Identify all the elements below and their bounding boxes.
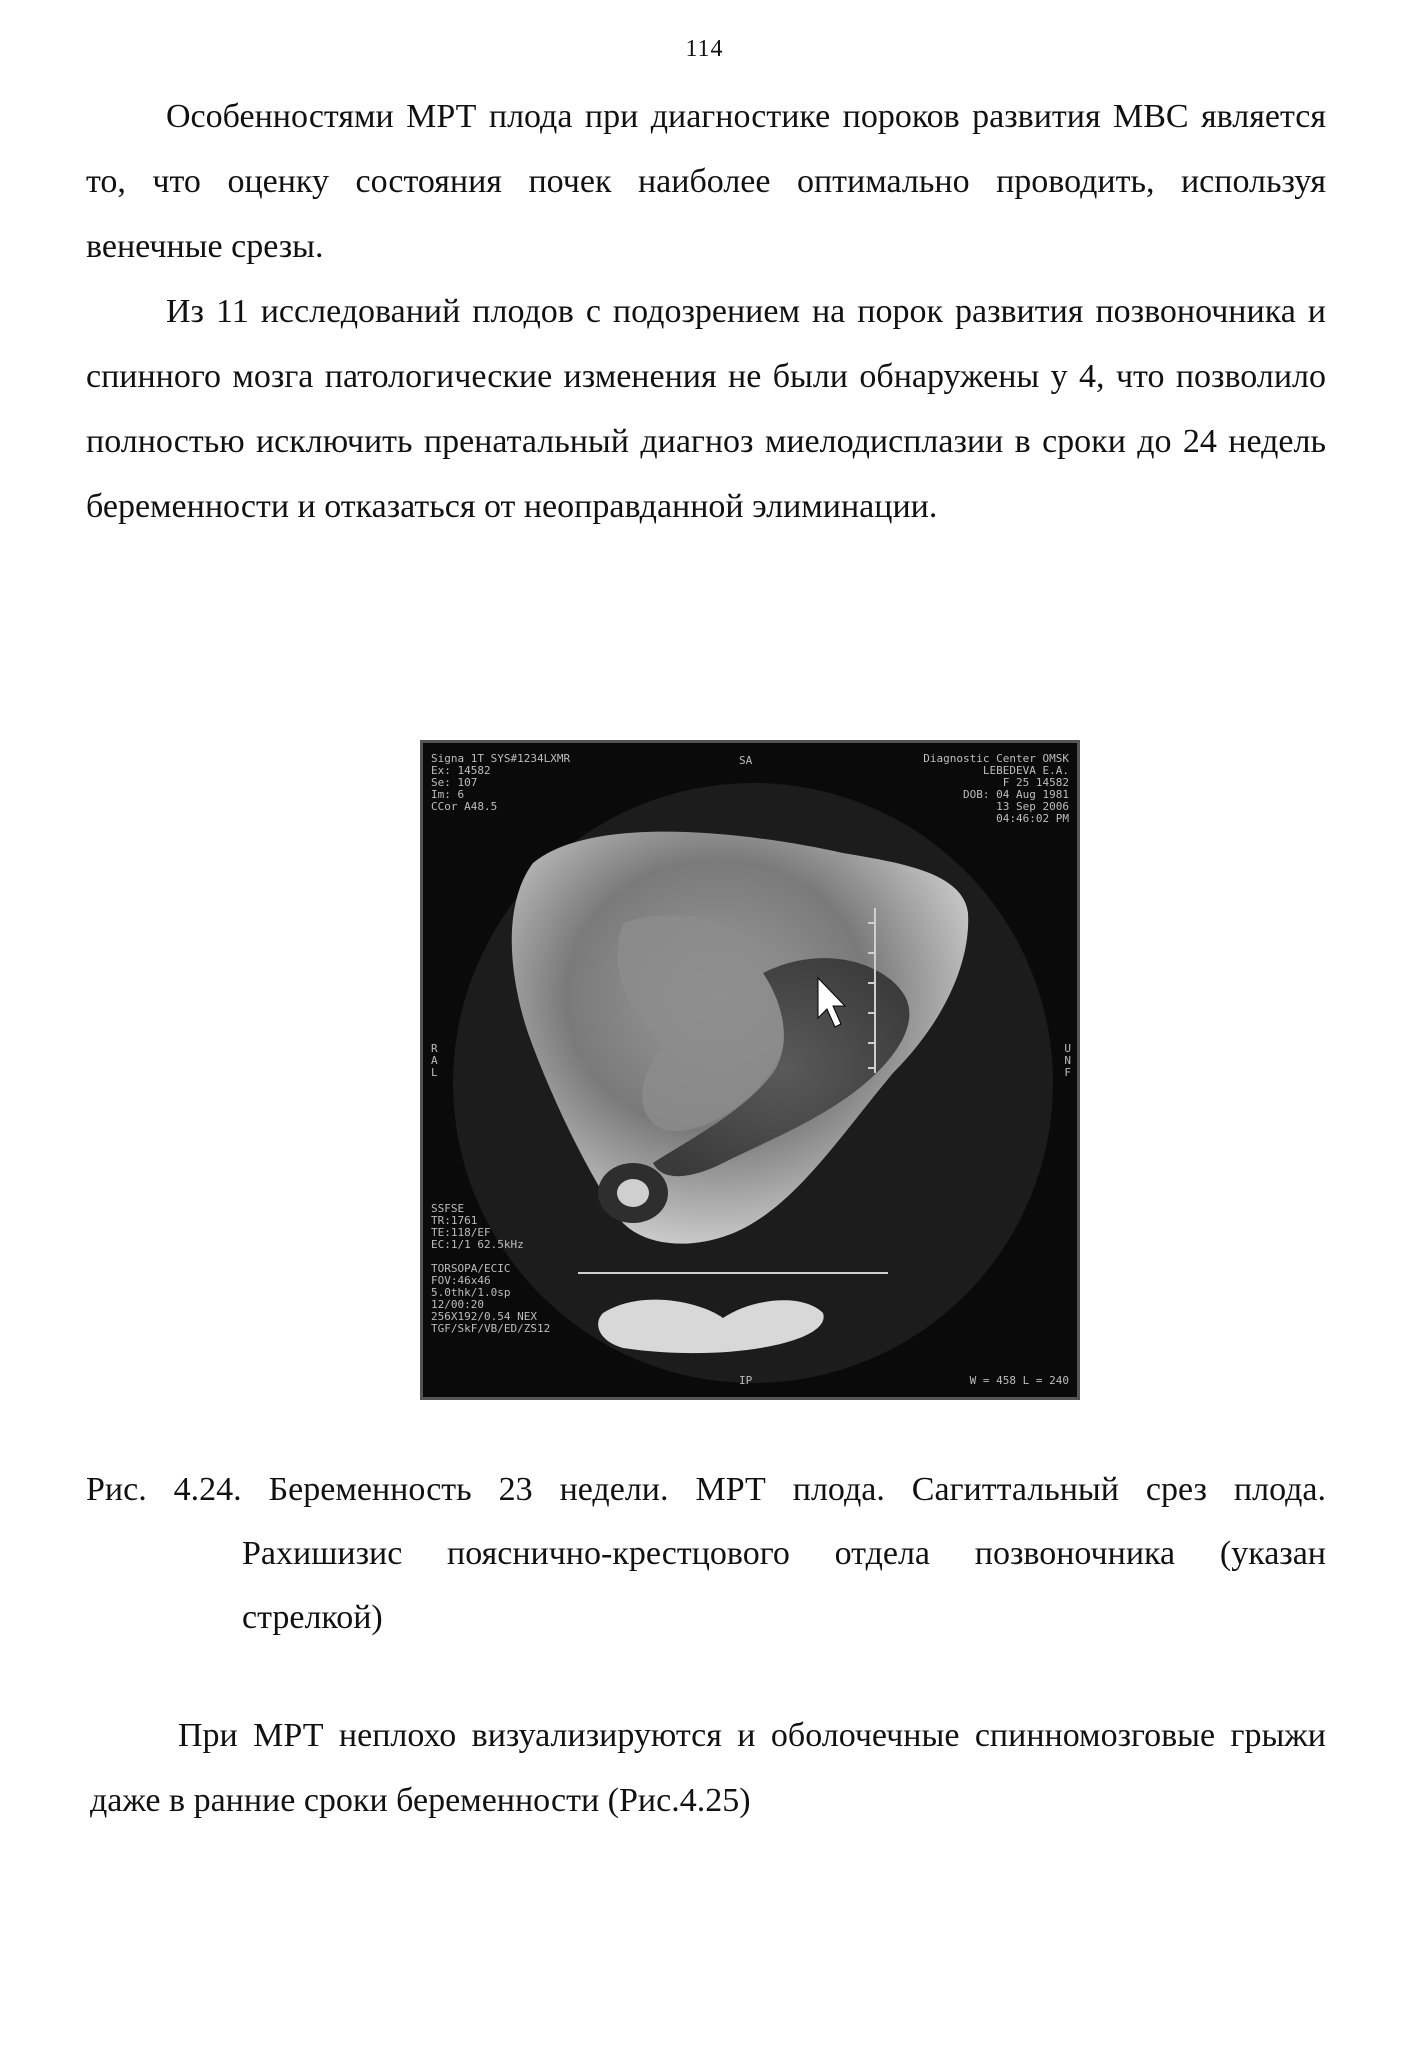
caption-title: Рис. 4.24. Беременность 23 недели. МРТ плода. Сагиттальный срез плода.	[86, 1471, 1326, 1508]
paragraph-meningocele: При МРТ неплохо визуализируются и оболочечные спинномозговые грыжи даже в ранние сроки беременности (Рис.4.25)	[90, 1717, 1326, 1819]
mri-overlay-left-orientation: R A L	[431, 1042, 438, 1079]
bright-spot	[617, 1179, 649, 1207]
mri-overlay-bottom-center: IP	[739, 1374, 753, 1387]
paragraph-study-results: Из 11 исследований плодов с подозрением на порок развития позвоночника и спинного мозга патологические изменения не были обнаружены у 4, что позволило полностью исключить пренатальный диагноз миелодисплазии в сроки до 24 недель беременности и отказаться от неоправданной элиминации.	[86, 293, 1326, 525]
mri-overlay-top-center: SA	[739, 754, 753, 767]
paragraph-intro: Особенностями МРТ плода при диагностике пороков развития МВС является то, что оценку состояния почек наиболее оптимально проводить, используя венечные срезы.	[86, 98, 1326, 265]
mri-overlay-bottom-right: W = 458 L = 240	[969, 1374, 1069, 1387]
figure-caption	[86, 1458, 1326, 1650]
mri-overlay-top-left: Signa 1T SYS#1234LXMR Ex: 14582 Se: 107 Im: 6 CCor A48.5	[431, 752, 571, 813]
mri-overlay-bottom-left: SSFSE TR:1761 TE:118/EF EC:1/1 62.5kHz TORSOPA/ECIC FOV:46x46 5.0thk/1.0sp 12/00:20 256X192/0.54 NEX TGF/SkF/VB/ED/ZS12	[431, 1202, 551, 1335]
mri-overlay-right-scale-label: U N F	[1064, 1042, 1071, 1079]
page-number: 114	[685, 36, 724, 62]
mri-overlay-top-right: Diagnostic Center OMSK LEBEDEVA E.A. F 25 14582 DOB: 04 Aug 1981 13 Sep 2006 04:46:02 PM	[923, 752, 1069, 825]
mri-figure	[420, 740, 1080, 1400]
caption-description: Рахишизис пояснично-крестцового отдела позвоночника (указан стрелкой)	[242, 1535, 1326, 1636]
